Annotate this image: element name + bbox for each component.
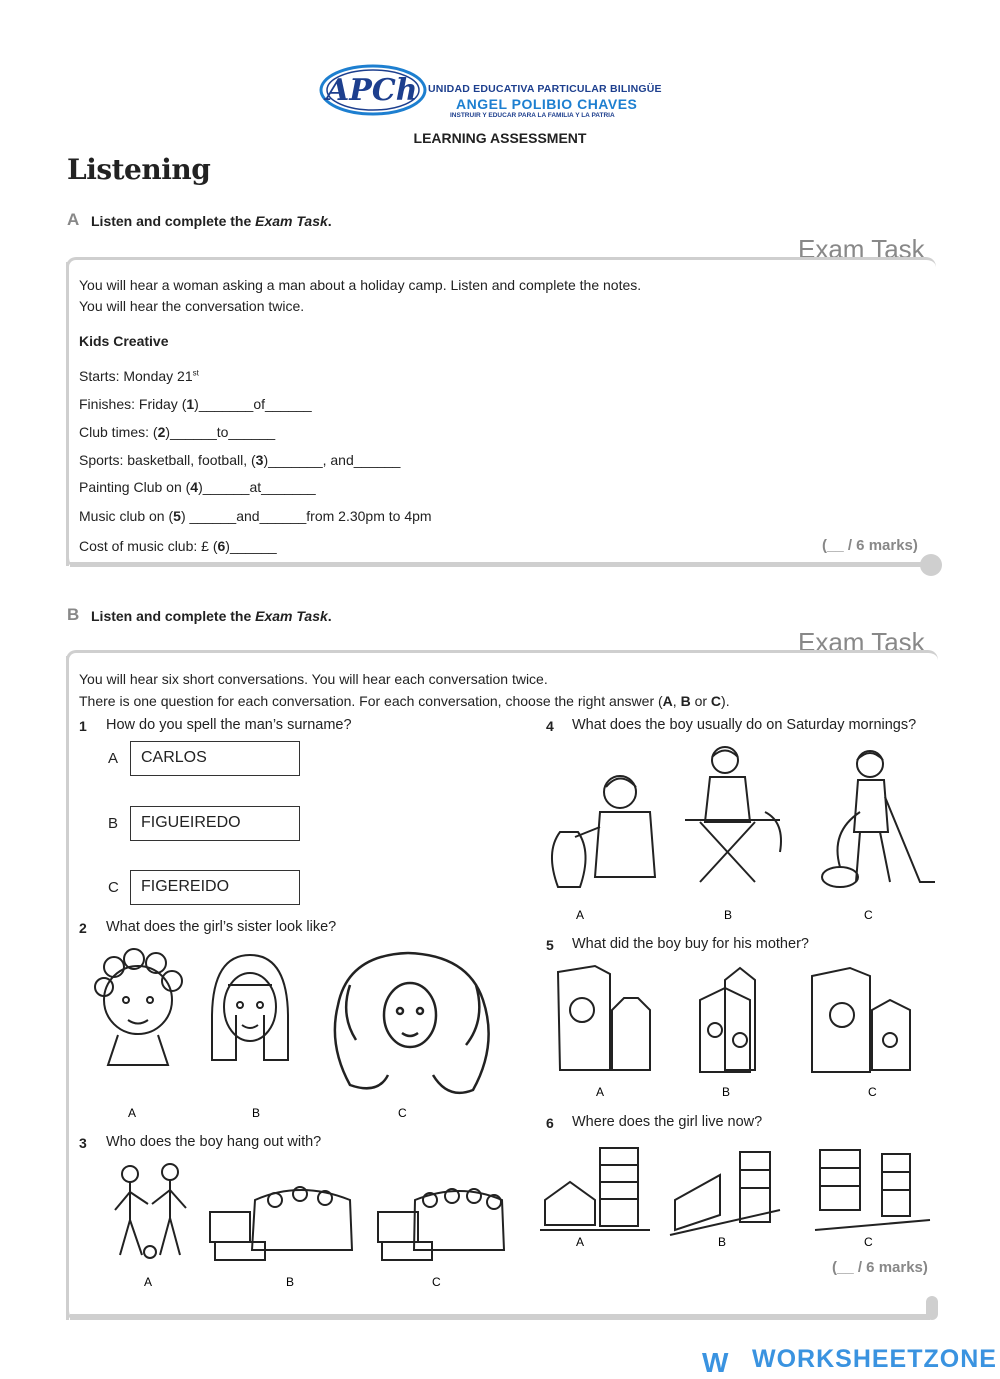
q1-option-a-letter: A <box>108 750 119 767</box>
note-cost: Cost of music club: £ (6)______ <box>79 538 277 554</box>
juice-cartons-picture[interactable] <box>700 968 755 1072</box>
curly-hair-girl-picture[interactable] <box>95 949 182 1065</box>
q5-label-c: C <box>868 1085 877 1099</box>
section-a-frame-knob <box>920 554 942 576</box>
street-buildings-picture[interactable] <box>670 1152 780 1235</box>
q5-label-a: A <box>596 1085 605 1099</box>
q6-text: Where does the girl live now? <box>572 1114 763 1130</box>
family-on-sofa-picture[interactable] <box>210 1187 352 1260</box>
q1-option-c-letter: C <box>108 879 119 896</box>
q4-label-c: C <box>864 908 873 922</box>
q4-text: What does the boy usually do on Saturday mornings? <box>572 717 917 733</box>
q3-label-b: B <box>286 1275 295 1289</box>
q2-number: 2 <box>79 920 87 936</box>
page-title: Listening <box>67 153 211 186</box>
friends-on-sofa-picture[interactable] <box>378 1189 504 1260</box>
q3-label-a: A <box>144 1275 153 1289</box>
section-b-frame-knob <box>926 1296 938 1320</box>
boy-vacuuming-picture[interactable] <box>822 751 935 887</box>
straight-hair-girl-picture[interactable] <box>212 955 288 1060</box>
boy-ironing-picture[interactable] <box>685 747 781 882</box>
q5-text: What did the boy buy for his mother? <box>572 936 809 952</box>
q6-label-c: C <box>864 1235 873 1249</box>
q4-number: 4 <box>546 718 554 734</box>
city-towers-picture[interactable] <box>815 1150 930 1230</box>
section-a-instruction: Listen and complete the Exam Task. <box>91 213 332 229</box>
house-and-tower-picture[interactable] <box>540 1148 650 1230</box>
assessment-title: LEARNING ASSESSMENT <box>413 130 587 146</box>
section-a-frame-bottom <box>70 562 926 567</box>
q2-text: What does the girl’s sister look like? <box>106 919 337 935</box>
note-finishes: Finishes: Friday (1)_______of______ <box>79 396 312 412</box>
section-b-instruction: Listen and complete the Exam Task. <box>91 608 332 624</box>
q1-option-c[interactable]: FIGEREIDO <box>130 870 300 905</box>
friends-outside-picture[interactable] <box>115 1164 186 1258</box>
cereal-and-juice-picture[interactable] <box>812 968 910 1072</box>
q2-label-b: B <box>252 1106 261 1120</box>
note-sports: Sports: basketball, football, (3)_______, and______ <box>79 452 401 468</box>
section-b-frame-bottom <box>70 1314 930 1320</box>
section-a-marks: (__ / 6 marks) <box>822 537 918 554</box>
q6-pictures <box>540 1140 940 1252</box>
q1-option-b-letter: B <box>108 815 119 832</box>
section-b-marks: (__ / 6 marks) <box>832 1259 928 1276</box>
section-b-exam-label: Exam Task <box>798 627 925 657</box>
q1-option-a[interactable]: CARLOS <box>130 741 300 776</box>
q1-number: 1 <box>79 718 87 734</box>
section-a-letter: A <box>67 210 80 229</box>
q1-option-b[interactable]: FIGUEIREDO <box>130 806 300 841</box>
logo-mark: APCh <box>326 73 418 108</box>
note-starts: Starts: Monday 21st <box>79 368 199 384</box>
q2-pictures <box>88 945 508 1120</box>
section-a-frame-left <box>66 262 69 566</box>
q4-label-a: A <box>576 908 585 922</box>
worksheetzone-wordmark: WORKSHEETZONE <box>752 1345 997 1373</box>
school-line-1: UNIDAD EDUCATIVA PARTICULAR BILINGÜE <box>428 83 662 95</box>
note-painting: Painting Club on (4)______at_______ <box>79 479 316 495</box>
school-motto: INSTRUIR Y EDUCAR PARA LA FAMILIA Y LA PATRIA <box>450 111 615 119</box>
q1-text: How do you spell the man’s surname? <box>106 717 352 733</box>
section-b-frame-left <box>66 656 69 1320</box>
q5-number: 5 <box>546 937 554 953</box>
boy-polishing-vase-picture[interactable] <box>552 776 655 887</box>
q3-label-c: C <box>432 1275 441 1289</box>
school-line-2: ANGEL POLIBIO CHAVES <box>456 95 638 112</box>
note-music: Music club on (5) ______and______from 2.30pm to 4pm <box>79 508 432 524</box>
notes-heading: Kids Creative <box>79 333 169 349</box>
q3-number: 3 <box>79 1135 87 1151</box>
q2-label-c: C <box>398 1106 407 1120</box>
wavy-hair-girl-picture[interactable] <box>335 953 489 1093</box>
q4-pictures <box>540 742 940 927</box>
cereal-and-milk-picture[interactable] <box>558 966 650 1070</box>
school-name <box>428 84 662 119</box>
q6-label-a: A <box>576 1235 585 1249</box>
section-a-intro: You will hear a woman asking a man about a holiday camp. Listen and complete the notes. You will hear the conversation twice. <box>79 277 642 314</box>
q5-label-b: B <box>722 1085 731 1099</box>
svg-text:W: W <box>702 1347 729 1378</box>
worksheetzone-logo-icon <box>700 1346 744 1378</box>
q6-number: 6 <box>546 1115 554 1131</box>
q4-label-b: B <box>724 908 733 922</box>
q6-label-b: B <box>718 1235 727 1249</box>
section-b-letter: B <box>67 605 80 624</box>
q5-pictures <box>550 960 940 1100</box>
q3-text: Who does the boy hang out with? <box>106 1134 322 1150</box>
section-b-intro: You will hear six short conversations. You will hear each conversation twice. There is one question for each conversation. For each conversation, choose the right answer (A, B or C). <box>79 671 730 709</box>
q3-pictures <box>100 1160 520 1295</box>
section-a-exam-label: Exam Task <box>798 234 925 264</box>
note-club-times: Club times: (2)______to______ <box>79 424 276 440</box>
q2-label-a: A <box>128 1106 137 1120</box>
